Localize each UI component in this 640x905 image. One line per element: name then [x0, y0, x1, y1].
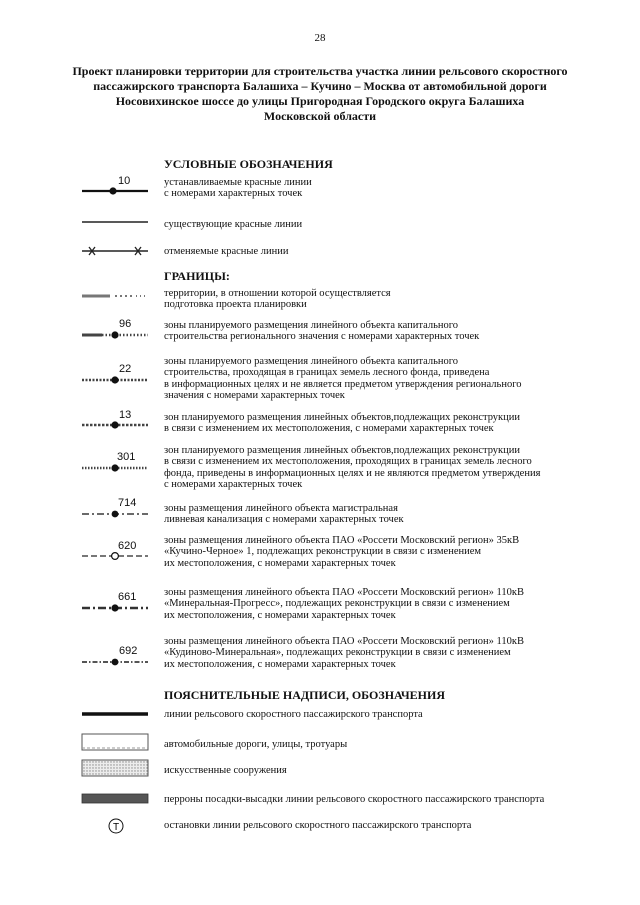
- existing-red-line-symbol: [80, 216, 150, 228]
- platforms-symbol: [80, 792, 152, 806]
- legend-item-power-110kv-kudinovo-zone: зоны размещения линейного объекта ПАО «Россети Московский регион» 110кВ «Кудиново-Минеральная», подлежащих реконструкции в связи с изменением их местоположения, с номерами характерных точек: [164, 636, 524, 670]
- legend-item-platforms: перроны посадки-высадки линии рельсового скоростного пассажирского транспорта: [164, 794, 545, 805]
- legend-item-new-red-lines: устанавливаемые красные линии с номерами характерных точек: [164, 177, 312, 200]
- legend-item-storm-sewer-zone: зоны размещения линейного объекта магистральная ливневая канализация с номерами характерных точек: [164, 503, 404, 526]
- stop-symbol-letter: Т: [112, 822, 120, 833]
- new-red-line-symbol: [80, 178, 150, 198]
- legend-item-rail-lines: линии рельсового скоростного пассажирского транспорта: [164, 709, 423, 720]
- point-number-label: 10: [118, 175, 131, 187]
- page-number: 28: [314, 32, 326, 44]
- boundaries-heading: ГРАНИЦЫ:: [164, 269, 230, 283]
- title-line: Проект планировки территории для строительства участка линии рельсового скоростного: [72, 64, 568, 78]
- legend-item-roads: автомобильные дороги, улицы, тротуары: [164, 739, 348, 750]
- legend-item-stops: остановки линии рельсового скоростного пассажирского транспорта: [164, 820, 472, 831]
- legend-item-cancelled-red-lines: отменяемые красные линии: [164, 246, 289, 257]
- point-number-label: 692: [119, 645, 138, 657]
- title-line: Носовихинское шоссе до улицы Пригородная Городского округа Балашиха: [115, 94, 525, 108]
- explanatory-heading: ПОЯСНИТЕЛЬНЫЕ НАДПИСИ, ОБОЗНАЧЕНИЯ: [164, 688, 446, 702]
- point-number-label: 661: [118, 591, 137, 603]
- planning-territory-boundary-symbol: [80, 290, 150, 302]
- point-number-label: 96: [119, 318, 132, 330]
- point-number-label: 22: [119, 363, 132, 375]
- legend-item-artificial-structures: искусственные сооружения: [164, 765, 287, 776]
- legend-heading: УСЛОВНЫЕ ОБОЗНАЧЕНИЯ: [164, 157, 333, 171]
- legend-item-reconstruction-zone: зон планируемого размещения линейных объектов,подлежащих реконструкции в связи с изменением их местоположения, с номерами характерных точек: [164, 412, 521, 435]
- legend-item-power-110kv-mineralnaya-zone: зоны размещения линейного объекта ПАО «Россети Московский регион» 110кВ «Минеральная-Прогресс», подлежащих реконструкции в связи с изменением их местоположения, с номерами характерных точек: [164, 587, 524, 621]
- legend-item-planning-territory: территории, в отношении которой осуществляется подготовка проекта планировки: [164, 288, 391, 311]
- point-number-label: 620: [118, 540, 137, 552]
- point-number-label: 13: [119, 409, 132, 421]
- point-number-label: 714: [118, 497, 137, 509]
- forest-reconstruction-zone-symbol: [80, 461, 150, 475]
- point-number-label: 301: [117, 451, 136, 463]
- legend-item-power-35kv-zone: зоны размещения линейного объекта ПАО «Россети Московский регион» 35кВ «Кучино-Черное» 1, подлежащих реконструкции в связи с изменением их местоположения, с номерами характерных точек: [164, 535, 520, 569]
- power-line-35kv-zone-symbol: [80, 549, 150, 563]
- stop-symbol: [80, 816, 152, 836]
- storm-sewer-zone-symbol: [80, 507, 150, 521]
- regional-object-zone-symbol: [80, 328, 150, 342]
- document-title: [60, 64, 580, 124]
- title-line: Московской области: [263, 109, 377, 123]
- artificial-structures-symbol: [80, 758, 152, 780]
- legend-item-existing-red-lines: существующие красные линии: [164, 219, 303, 230]
- forest-fund-zone-symbol: [80, 373, 150, 387]
- roads-symbol: [80, 732, 152, 754]
- power-line-110kv-mineralnaya-zone-symbol: [80, 601, 150, 615]
- legend-item-forest-fund-zone: зоны планируемого размещения линейного объекта капитального строительства, проходящая в границах земель лесного фонда, приведена в информационных целях и не является предметом утверждения регионального значения с номерами характерных точек: [164, 356, 522, 402]
- reconstruction-zone-symbol: [80, 418, 150, 432]
- rail-line-symbol: [80, 709, 150, 719]
- power-line-110kv-kudinovo-zone-symbol: [80, 655, 150, 669]
- title-line: пассажирского транспорта Балашиха – Кучино – Москва от автомобильной дороги: [93, 79, 547, 93]
- cancelled-red-line-symbol: [80, 244, 150, 258]
- legend-item-forest-reconstruction-zone: зон планируемого размещения линейных объектов,подлежащих реконструкции в связи с изменением их местоположения, проходящих в границах земель лесного фонда, приведены в информационных целях и не являются предметом утверждения с номерами характерных точек: [164, 445, 541, 491]
- legend-item-regional-zone: зоны планируемого размещения линейного объекта капитального строительства регионального значения с номерами характерных точек: [164, 320, 480, 343]
